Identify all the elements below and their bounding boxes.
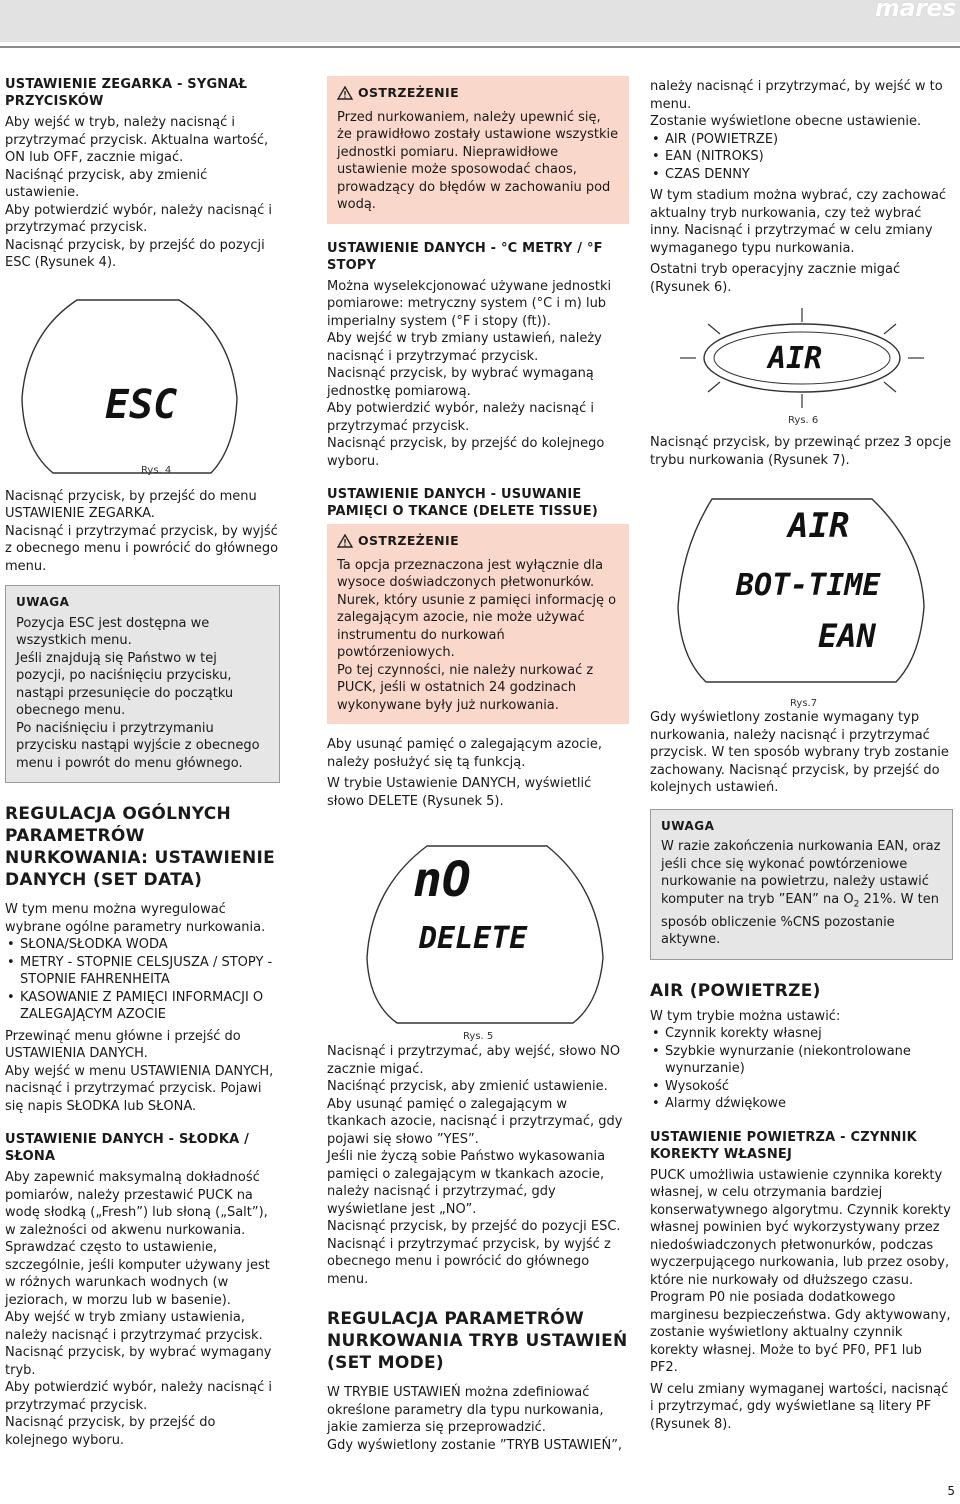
figure-4-caption: Rys. 4 <box>141 464 172 476</box>
clock-line: Aby potwierdzić wybór, należy nacisnąć i przytrzymać przycisk. <box>5 202 273 235</box>
set-data-line: Aby wejść w menu USTAWIENIA DANYCH, nacisnąć i przytrzymać przycisk. Pojawi się napis SŁODKA lub SŁONA. <box>5 1063 274 1114</box>
water-line: Nacisnąć przycisk, by przejść do kolejnego wyboru. <box>5 1415 216 1448</box>
device-display-modes <box>650 477 950 692</box>
pf-line: PUCK umożliwia ustawienie czynnika korekty własnej, w celu otrzymania bardziej konserwatywnego algorytmu. Czynnik korekty własnej powinien być wykorzystywany przez niedoświadczonych płetwonurków, podczas wyczerpującego nurkowania, lub przez osoby, które nie nurkowały od dłuższego czasu. Program P0 nie posiada dodatkowego marginesu bezpieczeństwa. Gdy aktywowany, zostanie wyświetlony aktualny czynnik korekty własnej. Może to być PF0, PF1 lub PF2. <box>650 1167 951 1376</box>
after-fig6-line: Nacisnąć przycisk, by przewinąć przez 3 opcje trybu nurkowania (Rysunek 7). <box>650 435 952 468</box>
after-fig5-line: Nacisnąć przycisk, by przejść do pozycji ESC. <box>327 1219 621 1234</box>
warning-box-tissue <box>327 524 629 724</box>
page-number: 5 <box>947 1484 955 1498</box>
section-heading-set-mode: REGULACJA PARAMETRÓW NURKOWANIA TRYB USTAWIEŃ (SET MODE) <box>327 1309 628 1373</box>
pf-line: W celu zmiany wymaganej wartości, nacisnąć i przytrzymać, gdy wyświetlane są litery PF (Rysunek 8). <box>650 1381 949 1432</box>
lcd-air: AIR <box>788 506 850 546</box>
after-fig4 <box>5 488 280 576</box>
warning-line: Ta opcja przeznaczona jest wyłącznie dla wysoce doświadczonych płetwonurków. <box>337 557 604 590</box>
clock-line: Nacisnąć przycisk, by przejść do pozycji ESC (Rysunek 4). <box>5 237 265 270</box>
units-line: Nacisnąć przycisk, by wybrać wymaganą jednostkę pomiarową. <box>327 366 594 399</box>
lcd-air: AIR <box>768 341 823 376</box>
pf-heading: USTAWIENIE POWIETRZA - CZYNNIK KOREKTY WŁASNEJ <box>650 1129 917 1162</box>
lcd-ean: EAN <box>818 617 876 655</box>
set-data-intro: W tym menu można wyregulować wybrane ogólne parametry nurkowania. <box>5 902 266 935</box>
units-heading: USTAWIENIE DANYCH - °C METRY / °F STOPY <box>327 240 603 273</box>
lcd-esc: ESC <box>105 381 178 428</box>
clock-line: Aby wejść w tryb, należy nacisnąć i przytrzymać przycisk. Aktualna wartość, ON lub OFF, zacznie migać. <box>5 115 269 165</box>
units-line: Nacisnąć przycisk, by przejść do kolejnego wyboru. <box>327 436 605 469</box>
warning-box-units <box>327 76 629 224</box>
lcd-bot-time: BOT-TIME <box>736 568 881 603</box>
bullet-item: • SŁONA/SŁODKA WODA <box>5 936 280 954</box>
bullet-item: • Alarmy dźwiękowe <box>650 1095 953 1113</box>
note-text-b: 21%. W ten sposób obliczenie %CNS pozostanie aktywne. <box>661 891 939 948</box>
bullet-item: • EAN (NITROKS) <box>650 148 953 166</box>
column-left <box>5 76 280 1449</box>
figure-5 <box>327 818 629 1043</box>
clock-heading: USTAWIENIE ZEGARKA - SYGNAŁ PRZYCISKÓW <box>5 77 248 109</box>
water-line: Nacisnąć przycisk, by wybrać wymagany tryb. <box>5 1345 272 1378</box>
air-bullets <box>650 1025 953 1113</box>
lcd-no: nO <box>413 852 471 908</box>
warning-line: Przed nurkowaniem, należy upewnić się, że prawidłowo zostały ustawione wszystkie jednostki pomiaru. Nieprawidłowe ustawienie może sposowodać chaos, prowadzący do błędów w zachowaniu pod wodą. <box>337 109 619 212</box>
clock-line: Naciśnąć przycisk, aby zmienić ustawienie. <box>5 167 208 200</box>
warning-line: Po tej czynności, nie należy nurkować z PUCK, jeśli w ostatnich 24 godzinach wykonywane były już nurkowania. <box>337 662 594 713</box>
bullet-item: • KASOWANIE Z PAMIĘCI INFORMACJI O ZALEGAJĄCYM AZOCIE <box>5 989 280 1024</box>
tissue-heading: USTAWIENIE DANYCH - USUWANIE PAMIĘCI O TKANCE (DELETE TISSUE) <box>327 487 599 519</box>
warning-title-text: OSTRZEŻENIE <box>358 85 460 100</box>
bullet-item: • METRY - STOPNIE CELSJUSZA / STOPY - STOPNIE FAHRENHEITA <box>5 954 280 989</box>
note-box-esc <box>5 585 280 783</box>
clock-paragraph <box>5 114 280 272</box>
lcd-delete: DELETE <box>419 921 528 956</box>
after-fig5-line: Naciśnąć przycisk, aby zmienić ustawienie. <box>327 1079 608 1094</box>
device-display-esc <box>5 278 280 478</box>
mode-line: Gdy wyświetlony zostanie ”TRYB USTAWIEŃ”, <box>327 1437 623 1453</box>
units-line: Aby potwierdzić wybór, należy nacisnąć i przytrzymać przycisk. <box>327 401 595 434</box>
section-heading-set-data: REGULACJA OGÓLNYCH PARAMETRÓW NURKOWANIA: USTAWIENIE DANYCH (SET DATA) <box>5 804 276 890</box>
note-line: Po naciśnięciu i przytrzymaniu przycisku nastąpi wyjście z obecnego menu i powrót do menu głównego. <box>16 720 260 771</box>
warning-title <box>337 532 619 550</box>
after-fig4-line: Nacisnąć i przytrzymać przycisk, by wyjść z obecnego menu i powrócić do głównego menu. <box>5 523 279 574</box>
mode-line: W TRYBIE USTAWIEŃ można zdefiniować określone parametry dla typu nurkowania, jakie zamierza się przeprowadzić. <box>327 1385 604 1435</box>
note-title: UWAGA <box>661 818 715 833</box>
water-line: Aby potwierdzić wybór, należy nacisnąć i przytrzymać przycisk. <box>5 1380 273 1413</box>
after-fig5 <box>327 1043 629 1288</box>
after-fig5-line: Aby usunąć pamięć o zalegającym w tkankach azocie, nacisnąć i przytrzymać, gdy pojawi się słowo ”YES”. <box>327 1096 623 1147</box>
bullet-item: • Wysokość <box>650 1078 953 1096</box>
after-fig5-line: Nacisnąć i przytrzymać, aby wejść, słowo NO zacznie migać. <box>327 1044 621 1077</box>
mode-mid-line: Ostatni tryb operacyjny zacznie migać (Rysunek 6). <box>650 262 901 295</box>
brand-logo: mares <box>874 0 956 22</box>
note-line <box>661 838 942 949</box>
figure-4 <box>5 278 280 488</box>
device-display-air-blink <box>650 300 950 420</box>
figure-6 <box>650 300 953 430</box>
note-box-ean <box>650 809 953 960</box>
section-heading-air: AIR (POWIETRZE) <box>650 980 821 1001</box>
note-text-a: W razie zakończenia nurkowania EAN, oraz jeśli chce się wykonać powtórzeniowe nurkowanie na powietrzu, należy ustawić komputer na tryb ”EAN” na O <box>661 839 941 907</box>
figure-5-caption: Rys. 5 <box>463 1031 494 1042</box>
air-intro: W tym trybie można ustawić: <box>650 1008 841 1024</box>
tissue-line: Aby usunąć pamięć o zalegającym azocie, należy posłużyć się tą funkcją. <box>327 737 603 770</box>
figure-6-caption: Rys. 6 <box>788 415 819 426</box>
mode-top-line: należy nacisnąć i przytrzymać, by wejść w to menu. <box>650 79 943 112</box>
header-divider <box>0 46 960 48</box>
note-subscript: 2 <box>853 899 860 910</box>
water-line: Aby wejść w tryb zmiany ustawienia, należy nacisnąć i przytrzymać przycisk. <box>5 1310 263 1343</box>
water-line: Aby zapewnić maksymalną dokładność pomiarów, należy przestawić PUCK na wodę słodką („Fresh”) lub słoną („Salt”), w zależności od akwenu nurkowania. Sprawdzać często to ustawienie, szczególnie, jeśli komputer używany jest w różnych warunkach wodnych (w jeziorach, w morzu lub w basenie). <box>5 1170 270 1308</box>
after-fig4-line: Nacisnąć przycisk, by przejść do menu USTAWIENIE ZEGARKA. <box>5 488 257 521</box>
set-data-bullets <box>5 936 280 1024</box>
figure-7-caption: Rys.7 <box>790 698 818 709</box>
after-fig5-line: Nacisnąć i przytrzymać przycisk, by wyjść z obecnego menu i powrócić do głównego menu. <box>327 1236 611 1287</box>
tissue-line: W trybie Ustawienie DANYCH, wyświetlić słowo DELETE (Rysunek 5). <box>327 776 592 809</box>
header-band <box>0 0 960 42</box>
device-display-delete <box>327 818 627 1028</box>
units-line: Aby wejść w tryb zmiany ustawień, należy nacisnąć i przytrzymać przycisk. <box>327 331 602 364</box>
water-heading: USTAWIENIE DANYCH - SŁODKA / SŁONA <box>5 1132 250 1164</box>
warning-triangle-icon <box>337 86 353 100</box>
units-line: Można wyselekcjonować używane jednostki pomiarowe: metryczny system (°C i m) lub imperialny system (°F i stopy (ft)). <box>327 278 612 329</box>
bullet-item: • AIR (POWIETRZE) <box>650 131 953 149</box>
column-right <box>650 78 953 1433</box>
warning-line: Nurek, który usunie z pamięci informację o zalegającym azocie, nie może używać instrumentu do nurkowań powtórzeniowych. <box>337 592 617 660</box>
after-fig5-line: Jeśli nie życzą sobie Państwo wykasowania pamięci o zalegającym w tkankach azocie, należy nacisnąć i przytrzymać, gdy wyświetlane jest „NO”. <box>327 1149 606 1217</box>
mode-bullets <box>650 131 953 184</box>
figure-7 <box>650 477 953 709</box>
mode-mid-line: W tym stadium można wybrać, czy zachować aktualny tryb nurkowania, czy też wybrać inny. Nacisnąć i przytrzymać w celu zmiany wymaganego typu nurkowania. <box>650 188 947 256</box>
note-title: UWAGA <box>16 595 70 609</box>
column-middle <box>327 76 629 1454</box>
warning-triangle-icon <box>337 534 353 548</box>
set-data-line: Przewinąć menu główne i przejść do USTAWIENIA DANYCH. <box>5 1028 241 1061</box>
bullet-item: • Czynnik korekty własnej <box>650 1025 953 1043</box>
warning-title-text: OSTRZEŻENIE <box>358 533 460 548</box>
bullet-item: • CZAS DENNY <box>650 166 953 184</box>
mode-top-line: Zostanie wyświetlone obecne ustawienie. <box>650 114 922 129</box>
note-line: Jeśli znajdują się Państwo w tej pozycji, po naciśnięciu przycisku, nastąpi przesunięcie do początku obecnego menu. <box>16 650 234 718</box>
warning-title <box>337 84 619 102</box>
after-fig7-line: Gdy wyświetlony zostanie wymagany typ nurkowania, należy nacisnąć i przytrzymać przycisk. W ten sposób wybrany tryb zostanie zachowany. Nacisnąć przycisk, by przejść do kolejnych ustawień. <box>650 710 949 795</box>
note-line: Pozycja ESC jest dostępna we wszystkich menu. <box>16 615 210 648</box>
bullet-item: • Szybkie wynurzanie (niekontrolowane wynurzanie) <box>650 1043 953 1078</box>
